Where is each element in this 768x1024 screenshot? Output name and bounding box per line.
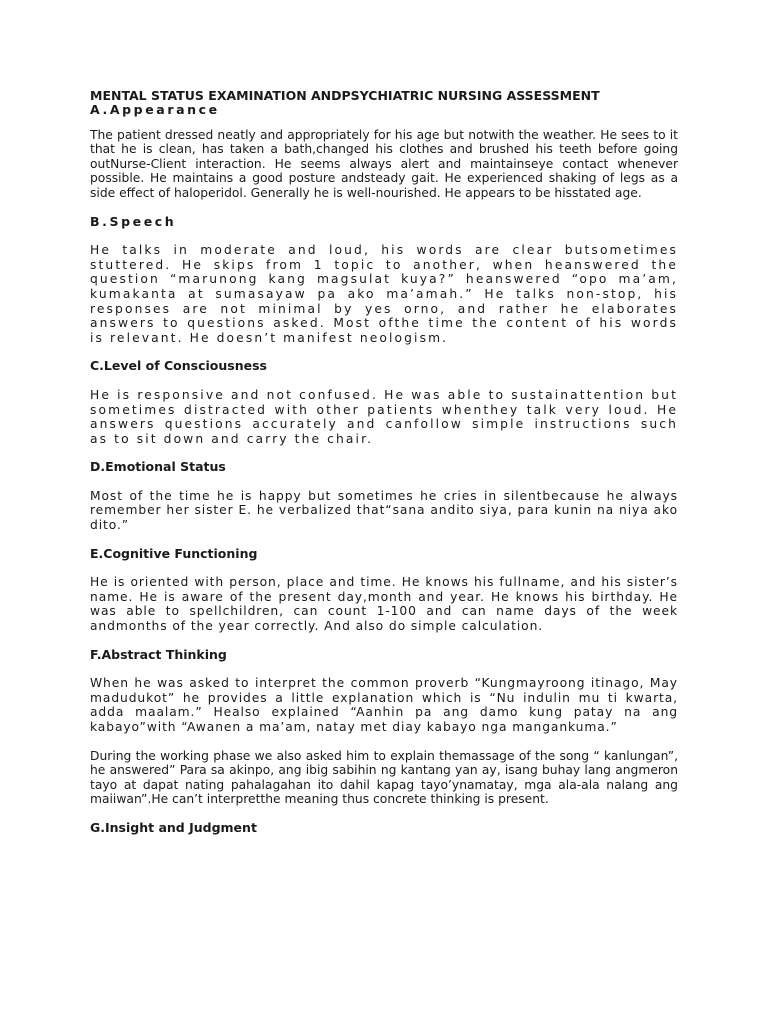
document-body (90, 89, 678, 836)
section-heading-speech: B.Speech (90, 213, 177, 229)
document-title: MENTAL STATUS EXAMINATION ANDPSYCHIATRIC NURSING ASSESSMENT (90, 88, 600, 103)
section-heading-cognitive: E.Cognitive Functioning (90, 545, 258, 561)
paragraph-speech: He talks in moderate and loud, his words are clear butsometimes stuttered. He skips from 1 topic to another, when heanswered the question “marunong kang magsulat kuya?” heanswered “opo ma’am, kumakanta at sumasayaw pa ako ma’amah.” He talks non-stop, his responses are not minimal by yes orno, and rather he elaborates answers to questions asked. Most ofthe time the content of his words is relevant. He doesn’t manifest neologism. (90, 243, 678, 345)
paragraph-emotional-status: Most of the time he is happy but sometimes he cries in silentbecause he always remember her sister E. he verbalized that“sana andito siya, para kunin na niya ako dito.” (90, 488, 678, 533)
paragraph-cognitive: He is oriented with person, place and time. He knows his fullname, and his sister’s name. He is aware of the present day,month and year. He knows his birthday. He was able to spellchildren, can count 1-100 and can name days of the week andmonths of the year correctly. And also do simple calculation. (90, 575, 678, 634)
paragraph-appearance: The patient dressed neatly and appropriately for his age but notwith the weather. He sees to it that he is clean, has taken a bath,changed his clothes and brushed his teeth before going outNurse-Client interaction. He seems always alert and maintainseye contact whenever possible. He maintains a good posture andsteady gait. He experienced shaking of legs as a side effect of haloperidol. Generally he is well-nourished. He appears to be hisstated age. (90, 127, 678, 200)
section-heading-consciousness: C.Level of Consciousness (90, 358, 267, 374)
paragraph-abstract-proverb: When he was asked to interpret the common proverb “Kungmayroong itinago, May madudukot” he provides a little explanation which is “Nu indulin mu ti kwarta, adda maalam.” Healso explained “Aanhin pa ang damo kung patay na ang kabayo”with “Awanen a ma’am, natay met diay kabayo nga mangankuma.” (90, 676, 678, 734)
section-heading-emotional-status: D.Emotional Status (90, 459, 226, 475)
section-heading-appearance: A.Appearance (90, 102, 220, 117)
paragraph-abstract-song: During the working phase we also asked him to explain themassage of the song “ kanlungan”, he answered” Para sa akinpo, ang ibig sabihin ng kantang yan ay, isang buhay lang angmeron tayo at dapat nating pahalagahan ito dahil kapag tayo’ynamatay, mga ala-ala nalang ang maiiwan”.He can’t interpretthe meaning thus concrete thinking is present. (90, 748, 678, 807)
paragraph-consciousness: He is responsive and not confused. He was able to sustainattention but sometimes distracted with other patients whenthey talk very loud. He answers questions accurately and canfollow simple instructions such as to sit down and carry the chair. (90, 387, 678, 446)
section-heading-abstract-thinking: F.Abstract Thinking (90, 646, 227, 662)
section-heading-insight-judgment: G.Insight and Judgment (90, 819, 257, 835)
